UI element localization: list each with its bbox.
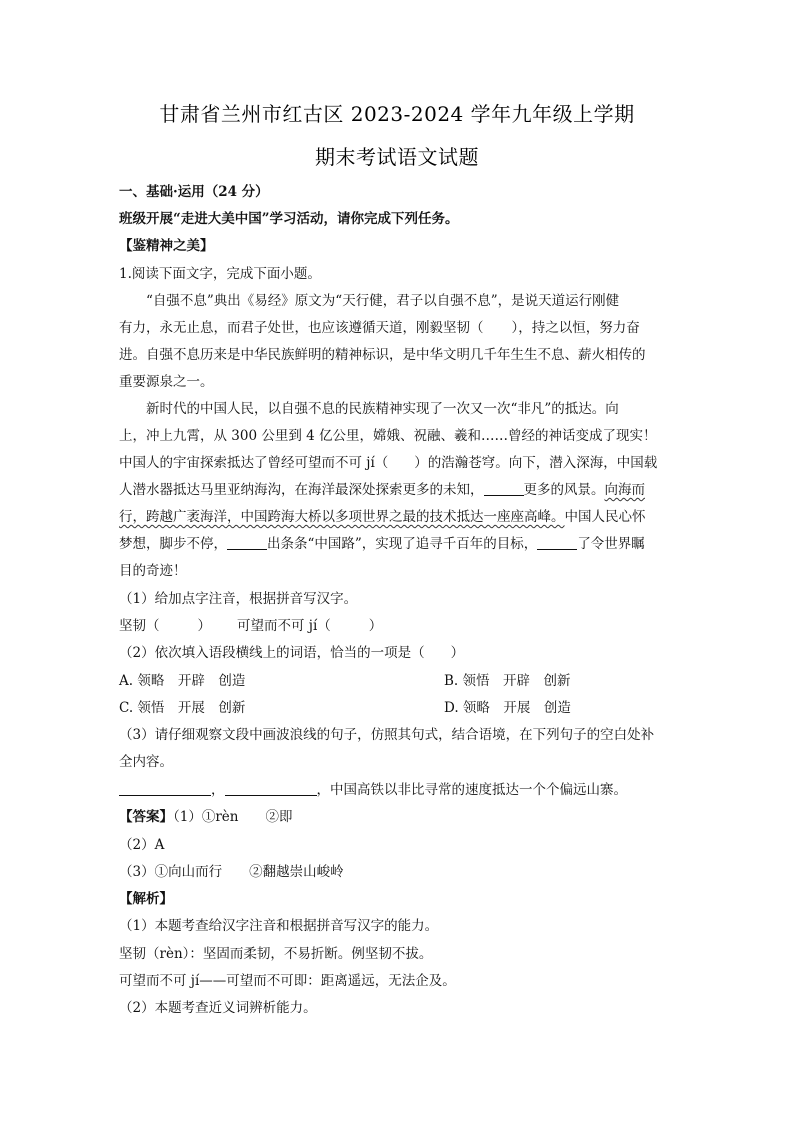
passage-p1-line3: 进。自强不息历来是中华民族鲜明的精神标识，是中华文明几千年生生不息、薪火相传的: [119, 347, 646, 363]
option-a: A. 领略 开辟 创造: [119, 673, 246, 689]
fill-blank-1: [484, 482, 524, 497]
analysis-line4: （2）本题考查近义词辨析能力。: [119, 1000, 317, 1016]
passage-p2-line7: 目的奇迹！: [119, 563, 187, 579]
document-title-line2: 期末考试语文试题: [315, 145, 479, 169]
fill-blank-3: [537, 536, 577, 551]
wavy-sentence: 行，跨越广袤海洋，中国跨海大桥以多项世界之最的技术抵达一座座高峰。: [119, 509, 565, 525]
answer-line3: （3）①向山而行 ②翻越崇山峻岭: [119, 864, 344, 880]
analysis-line1: （1）本题考查给汉字注音和根据拼音写汉字的能力。: [119, 918, 439, 934]
subquestion3-fill-line: [119, 778, 627, 798]
section-intro: 班级开展“走进大美中国”学习活动，请你完成下列任务。: [119, 211, 459, 227]
fill-blank-2: [227, 536, 267, 551]
passage-text: ），持之以恒，努力奋: [511, 320, 640, 336]
item-b-close: ）: [368, 618, 383, 634]
item-a-close: ）: [197, 618, 211, 634]
answer-line1: [119, 805, 292, 825]
analysis-line3: 可望而不可 jí——可望而不可即：距离遥远，无法企及。: [119, 973, 456, 989]
question1-prompt: 1.阅读下面文字，完成下面小题。: [119, 266, 321, 282]
option-c: C. 领悟 开展 创新: [119, 700, 246, 716]
passage-text: 中国人民心怀: [564, 509, 646, 525]
passage-p2-line6: [119, 532, 645, 552]
passage-text: 梦想，脚步不停，: [119, 536, 227, 552]
answer-line2: （2）A: [119, 837, 165, 853]
passage-text: 了令世界瞩: [577, 536, 645, 552]
fill-blank-5: [225, 782, 317, 797]
option-b: B. 领悟 开辟 创新: [444, 673, 571, 689]
analysis-label: 【解析】: [119, 891, 173, 907]
wavy-sentence-start: 向海而: [604, 482, 645, 498]
document-title-line1: 甘肃省兰州市红古区 2023-2024 学年九年级上学期: [159, 102, 635, 126]
passage-p1-line4: 重要源泉之一。: [119, 374, 214, 390]
option-d: D. 领略 开展 创造: [444, 700, 571, 716]
section-heading: 一、基础·运用（24 分）: [119, 184, 269, 200]
passage-text: 出条条“中国路”，实现了追寻千百年的目标，: [267, 536, 538, 552]
subquestion3-tail: ，中国高铁以非比寻常的速度抵达一个个偏远山寨。: [316, 782, 627, 798]
subquestion1-prompt: （1）给加点字注音，根据拼音写汉字。: [119, 591, 358, 607]
comma: ，: [211, 782, 225, 798]
passage-p1-line2: [119, 316, 640, 336]
passage-p2-line4: [119, 478, 645, 498]
section-subheading: 【鉴精神之美】: [119, 238, 214, 254]
subquestion3-prompt-line1: （3）请仔细观察文段中画波浪线的句子，仿照其句式，结合语境，在下列句子的空白处补: [119, 727, 655, 743]
passage-text: 有力，永无止息，而君子处世，也应该遵循天道，刚毅坚韧（: [119, 320, 484, 336]
item-b-label: 可望而不可 jí（: [237, 618, 331, 634]
answer-label: 【答案】: [119, 809, 173, 825]
subquestion1-items: [119, 614, 382, 634]
passage-text: 人潜水器抵达马里亚纳海沟，在海洋最深处探索更多的未知，: [119, 482, 484, 498]
analysis-line2: 坚韧（rèn）：坚固而柔韧，不易折断。例坚韧不拔。: [119, 946, 433, 962]
fill-blank-4: [119, 782, 211, 797]
item-a-label: 坚韧（: [119, 618, 160, 634]
subquestion2-prompt: [119, 641, 464, 661]
passage-p2-line2: 上，冲上九霄，从 300 公里到 4 亿公里，嫦娥、祝融、羲和……曾经的神话变成了现实！: [119, 428, 657, 444]
subquestion2-text: （2）依次填入语段横线上的词语，恰当的一项是（: [119, 645, 425, 661]
answer-text: （1）①rèn ②即: [173, 809, 293, 825]
subquestion2-close: ）: [450, 645, 465, 661]
passage-p2-line1: 新时代的中国人民，以自强不息的民族精神实现了一次又一次“非凡”的抵达。向: [146, 401, 619, 417]
passage-p2-line3: [119, 451, 657, 471]
passage-text: 更多的风景。: [523, 482, 605, 498]
passage-p1-line1: “自强不息”典出《易经》原文为“天行健，君子以自强不息”，是说天道运行刚健: [146, 293, 620, 309]
passage-text: 中国人的宇宙探索抵达了曾经可望而不可 jí（: [119, 455, 389, 471]
passage-text: ）的浩瀚苍穹。向下，潜入深海，中国载: [414, 455, 658, 471]
subquestion3-prompt-line2: 全内容。: [119, 754, 173, 770]
passage-p2-line5: [119, 505, 646, 525]
